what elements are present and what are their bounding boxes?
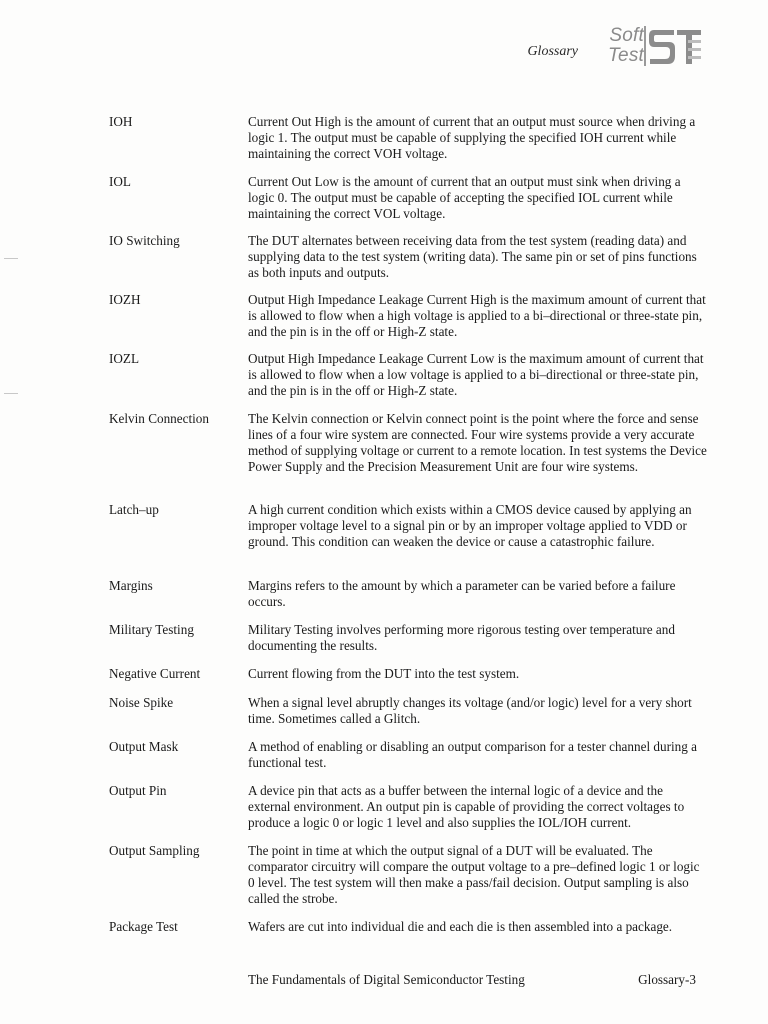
glossary-definition: Military Testing involves performing more rigorous testing over temperature and documenting the results. (248, 622, 675, 653)
glossary-term: Margins (109, 578, 153, 593)
glossary-term: Military Testing (109, 622, 194, 637)
glossary-definition: Output High Impedance Leakage Current High is the maximum amount of current that is allowed to flow when a high voltage is applied to a bi–directional or three-state pin, and the pin is in the off or High-Z state. (248, 292, 706, 339)
logo-text-soft: Soft (609, 25, 644, 46)
logo-mark-icon (644, 26, 702, 66)
glossary-term: Negative Current (109, 666, 201, 681)
glossary-definition: A method of enabling or disabling an output comparison for a tester channel during a functional test. (248, 739, 697, 770)
glossary-definition: The point in time at which the output signal of a DUT will be evaluated. The comparator circuitry will compare the output voltage to a pre–defined logic 1 or logic 0 level. The test system will then make a pass/fail decision. Output sampling is also called the strobe. (248, 843, 700, 906)
glossary-definition: Output High Impedance Leakage Current Low is the maximum amount of current that is allowed to flow when a low voltage is applied to a bi–directional or three-state pin, and the pin is in the off or High-Z state. (248, 351, 704, 398)
glossary-definition: Current Out Low is the amount of current that an output must sink when driving a logic 0. The output must be capable of accepting the specified IOL current while maintaining the correct VOL voltage. (248, 174, 681, 221)
logo-text-test: Test (607, 45, 644, 66)
glossary-term: IOH (109, 114, 133, 129)
glossary-definition: Current flowing from the DUT into the test system. (248, 666, 520, 681)
glossary-term: Output Sampling (109, 843, 200, 858)
glossary-definition: When a signal level abruptly changes its voltage (and/or logic) level for a very short time. Sometimes called a Glitch. (248, 695, 692, 726)
glossary-term: IOL (109, 174, 131, 189)
glossary-definition: Margins refers to the amount by which a parameter can be varied before a failure occurs. (248, 578, 676, 609)
glossary-term: Latch–up (109, 502, 159, 517)
header-section-title: Glossary (527, 44, 578, 59)
glossary-definition: A high current condition which exists within a CMOS device caused by applying an improper voltage level to a signal pin or by an improper voltage applied to VDD or ground. This condition can weaken the device or cause a catastrophic failure. (248, 502, 692, 549)
footer-book-title: The Fundamentals of Digital Semiconductor Testing (248, 972, 525, 987)
glossary-definition: Wafers are cut into individual die and each die is then assembled into a package. (248, 919, 673, 934)
scan-mark (4, 393, 18, 394)
glossary-term: Kelvin Connection (109, 411, 209, 426)
softtest-logo (598, 26, 702, 68)
glossary-definition: Current Out High is the amount of current that an output must source when driving a logic 1. The output must be capable of supplying the specified IOH current while maintaining the correct VOH voltage. (248, 114, 696, 161)
glossary-term: Output Pin (109, 783, 167, 798)
glossary-term: IOZL (109, 351, 140, 366)
glossary-definition: The DUT alternates between receiving data from the test system (reading data) and supplying data to the test system (writing data). The same pin or set of pins functions as both inputs and outputs. (248, 233, 697, 280)
glossary-term: Output Mask (109, 739, 179, 754)
scan-mark (4, 258, 18, 259)
glossary-definition: A device pin that acts as a buffer between the internal logic of a device and the external environment. An output pin is capable of providing the correct voltages to produce a logic 0 or logic 1 level and also supplies the IOL/IOH current. (248, 783, 685, 830)
glossary-definition: The Kelvin connection or Kelvin connect point is the point where the force and sense lines of a four wire system are connected. Four wire systems provide a very accurate method of supplying voltage or current to a remote location. In test systems the Device Power Supply and the Precision Measurement Unit are four wire systems. (248, 411, 707, 474)
footer-page-number: Glossary-3 (638, 972, 696, 987)
glossary-term: Package Test (109, 919, 178, 934)
glossary-term: IOZH (109, 292, 141, 307)
glossary-term: Noise Spike (109, 695, 174, 710)
glossary-term: IO Switching (109, 233, 180, 248)
